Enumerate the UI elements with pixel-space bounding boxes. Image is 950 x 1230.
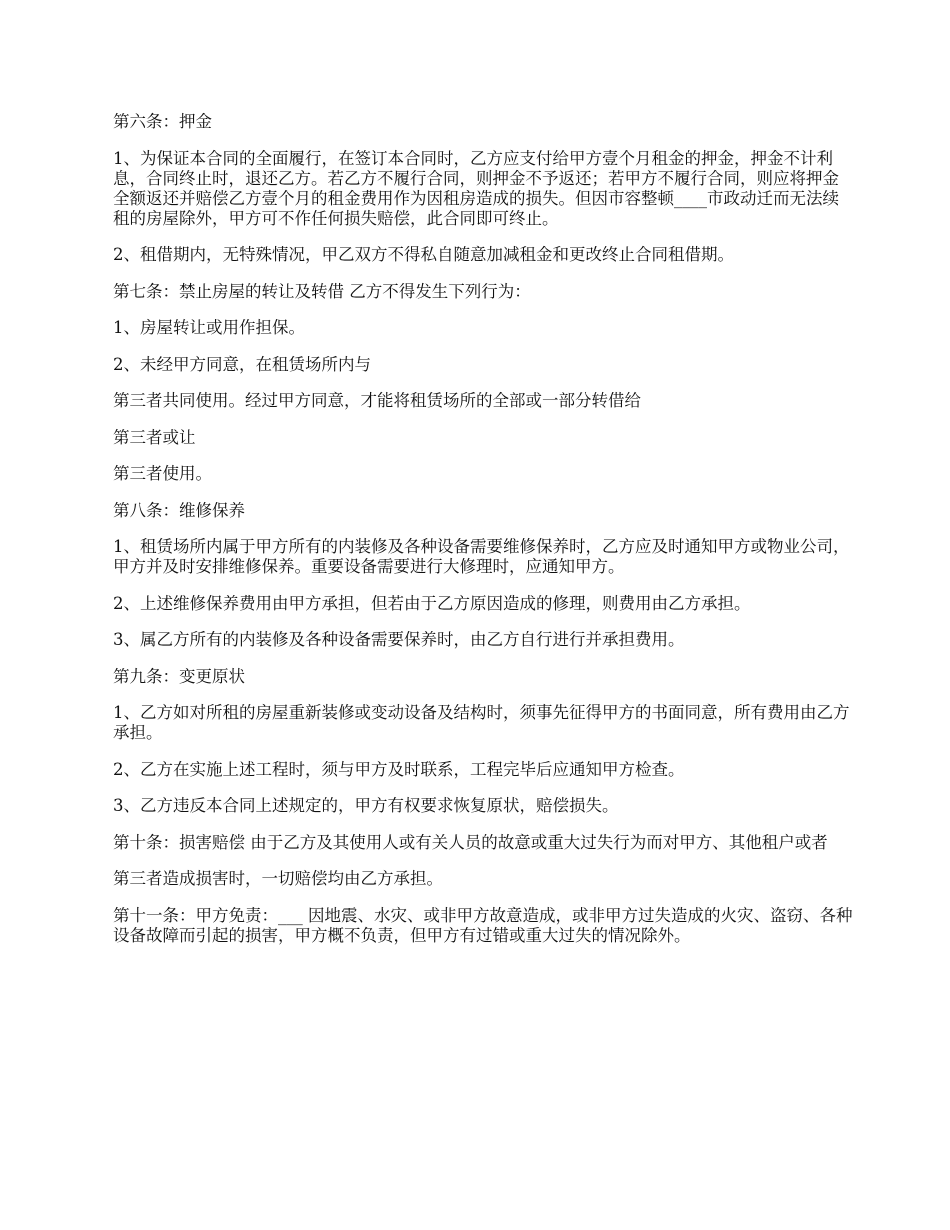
- article-9-clause-2: 2、乙方在实施上述工程时，须与甲方及时联系，工程完毕后应通知甲方检查。: [113, 759, 685, 779]
- article-6-heading: 第六条：押金: [113, 112, 212, 131]
- article-9-clause-1: 1、乙方如对所租的房屋重新装修或变动设备及结构时，须事先征得甲方的书面同意，所有费用由乙方承担。: [113, 703, 850, 742]
- article-8-heading: 第八条：维修保养: [113, 500, 245, 520]
- article-8-clause-3: 3、属乙方所有的内装修及各种设备需要保养时，由乙方自行进行并承担费用。: [113, 630, 685, 649]
- document-body: [113, 112, 855, 962]
- article-9-heading: 第九条：变更原状: [113, 666, 245, 686]
- article-6-clause-2: 2、租借期内，无特殊情况，甲乙双方不得私自随意加减租金和更改终止合同租借期。: [113, 245, 734, 264]
- article-7-heading: 第七条：禁止房屋的转让及转借 乙方不得发生下列行为：: [113, 281, 531, 301]
- article-7-clause-2: 2、未经甲方同意，在租赁场所内与: [113, 354, 371, 374]
- article-9-clause-3: 3、乙方违反本合同上述规定的，甲方有权要求恢复原状，赔偿损失。: [113, 796, 619, 815]
- article-11-heading: 第十一条：甲方免责：___ 因地震、水灾、或非甲方故意造成，或非甲方过失造成的火灾、盗窃、各种设备故障而引起的损害，甲方概不负责，但甲方有过错或重大过失的情况除外。: [113, 905, 853, 945]
- article-7-clause-2-cont-2: 第三者或让: [113, 427, 196, 447]
- article-7-clause-2-cont-3: 第三者使用。: [113, 464, 212, 483]
- article-7-clause-1: 1、房屋转让或用作担保。: [113, 318, 305, 337]
- article-8-clause-2: 2、上述维修保养费用由甲方承担，但若由于乙方原因造成的修理，则费用由乙方承担。: [113, 593, 751, 613]
- article-10-heading: 第十条：损害赔偿 由于乙方及其使用人或有关人员的故意或重大过失行为而对甲方、其他租户或者: [113, 832, 828, 852]
- article-10-cont: 第三者造成损害时，一切赔偿均由乙方承担。: [113, 869, 443, 888]
- article-8-clause-1: 1、租赁场所内属于甲方所有的内装修及各种设备需要维修保养时，乙方应及时通知甲方或物业公司，甲方并及时安排维修保养。重要设备需要进行大修理时，应通知甲方。: [113, 537, 850, 576]
- article-7-clause-2-cont-1: 第三者共同使用。经过甲方同意，才能将租赁场所的全部或一部分转借给: [113, 391, 641, 410]
- article-6-clause-1: 1、为保证本合同的全面履行，在签订本合同时，乙方应支付给甲方壹个月租金的押金，押金不计利息，合同终止时，退还乙方。若乙方不履行合同，则押金不予返还；若甲方不履行合同，则应将押金全额返还并赔偿乙方壹个月的租金费用作为因租房造成的损失。但因市容整顿____市政动迁而无法续租的房屋除外，甲方可不作任何损失赔偿，此合同即可终止。: [113, 148, 839, 228]
